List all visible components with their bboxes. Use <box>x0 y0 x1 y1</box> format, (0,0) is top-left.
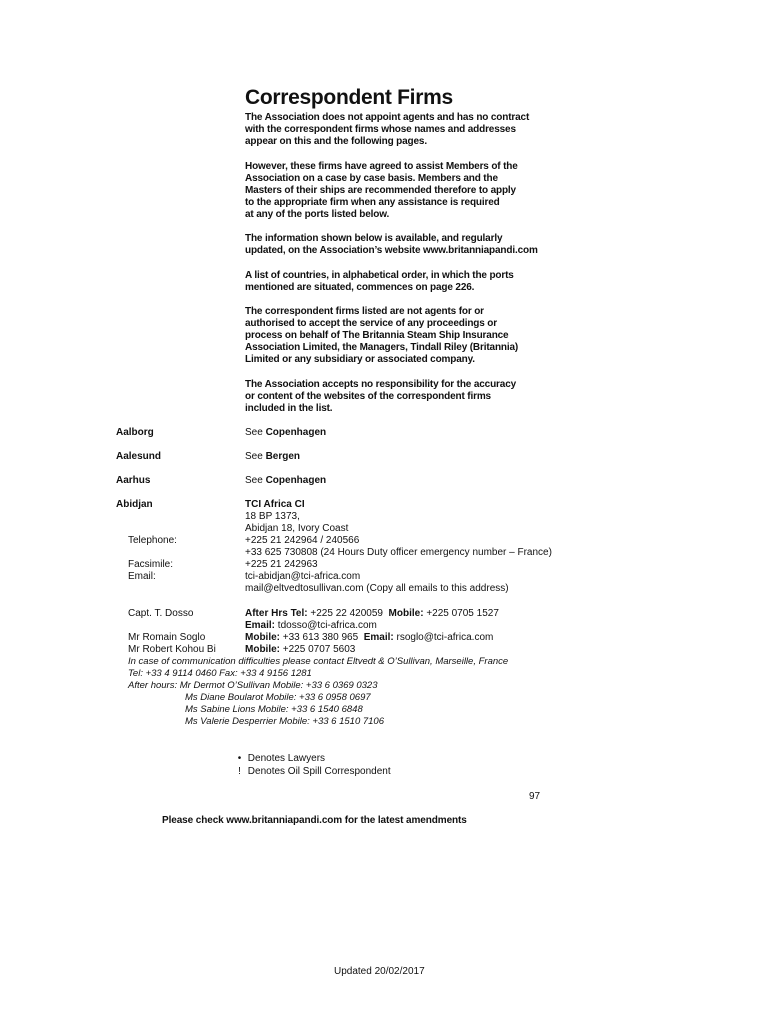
intro-text <box>245 112 575 427</box>
intro-line: A list of countries, in alphabetical order, in which the ports <box>245 269 514 281</box>
afterhrs-value: +225 22 420059 <box>310 608 383 619</box>
email-label: Email: <box>245 620 276 631</box>
intro-line: The Association accepts no responsibility for the accuracy <box>245 378 517 390</box>
exclamation-icon: ! <box>238 766 241 777</box>
address-line-2: Abidjan 18, Ivory Coast <box>245 523 349 534</box>
email-label: Email: <box>128 571 156 582</box>
note-line-6: Ms Valerie Desperrier Mobile: +33 6 1510 7106 <box>185 716 384 727</box>
intro-line: authorised to accept the service of any proceedings or <box>245 318 497 329</box>
see-reference-aarhus <box>245 475 326 486</box>
telephone-label: Telephone: <box>128 535 177 546</box>
note-line-4: Ms Diane Boularot Mobile: +33 6 0958 0697 <box>185 692 371 703</box>
intro-paragraph-5 <box>245 306 575 366</box>
intro-line: updated, on the Association’s website www.britanniapandi.com <box>245 245 538 256</box>
intro-line: Masters of their ships are recommended therefore to apply <box>245 184 516 196</box>
legend-text: Denotes Oil Spill Correspondent <box>247 766 391 777</box>
email-value: rsoglo@tci-africa.com <box>396 632 494 643</box>
intro-line: with the correspondent firms whose names and addresses <box>245 124 516 135</box>
port-name-aalesund: Aalesund <box>116 451 162 462</box>
email-label: Email: <box>363 632 394 643</box>
note-line-2: Tel: +33 4 9114 0460 Fax: +33 4 9156 1281 <box>128 668 312 679</box>
intro-line: Association Limited, the Managers, Tindall Riley (Britannia) <box>245 342 519 353</box>
facsimile-value: +225 21 242963 <box>245 559 318 570</box>
afterhrs-label: After Hrs Tel: <box>245 608 308 619</box>
firm-name: TCI Africa CI <box>245 499 305 510</box>
note-line-3: After hours: Mr Dermot O’Sullivan Mobile: +33 6 0369 0323 <box>128 680 378 691</box>
note-line-5: Ms Sabine Lions Mobile: +33 6 1540 6848 <box>185 704 363 715</box>
intro-line: included in the list. <box>245 402 333 414</box>
mobile-value: +225 0707 5603 <box>282 644 356 655</box>
contact-name-soglo: Mr Romain Soglo <box>128 632 206 643</box>
intro-line: process on behalf of The Britannia Steam Ship Insurance <box>245 330 509 341</box>
see-target: Copenhagen <box>265 427 327 438</box>
port-name-abidjan: Abidjan <box>116 499 153 510</box>
email-2: mail@eltvedtosullivan.com (Copy all emails to this address) <box>245 583 509 594</box>
facsimile-label: Facsimile: <box>128 559 174 570</box>
see-target: Bergen <box>265 451 301 462</box>
contact-details-dosso <box>245 608 499 619</box>
intro-line: Association on a case by case basis. Members and the <box>245 172 498 184</box>
see-word: See <box>245 475 263 486</box>
updated-date: Updated 20/02/2017 <box>334 966 425 977</box>
telephone-1: +225 21 242964 / 240566 <box>245 535 360 546</box>
intro-line: The Association does not appoint agents and has no contract <box>245 112 530 123</box>
legend-text: Denotes Lawyers <box>247 753 326 764</box>
see-word: See <box>245 427 263 438</box>
address-line-1: 18 BP 1373, <box>245 511 300 522</box>
intro-paragraph-6 <box>245 379 575 415</box>
port-name-aalborg: Aalborg <box>116 427 154 438</box>
intro-line: appear on this and the following pages. <box>245 136 427 147</box>
see-reference-aalesund <box>245 451 300 462</box>
intro-line: at any of the ports listed below. <box>245 208 390 220</box>
legend-lawyers <box>234 753 325 764</box>
telephone-2: +33 625 730808 (24 Hours Duty officer emergency number – France) <box>245 547 552 558</box>
contact-email-dosso <box>245 620 377 631</box>
page-number: 97 <box>529 791 541 802</box>
bullet-icon: • <box>237 753 242 764</box>
intro-line: Limited or any subsidiary or associated company. <box>245 354 475 365</box>
page-title: Correspondent Firms <box>245 86 453 109</box>
intro-paragraph-4 <box>245 270 575 294</box>
note-line-1: In case of communication difficulties please contact Eltvedt & O’Sullivan, Marseille, France <box>128 656 509 667</box>
contact-details-kohou <box>245 644 355 655</box>
email-1: tci-abidjan@tci-africa.com <box>245 571 361 582</box>
mobile-value: +33 613 380 965 <box>282 632 359 643</box>
mobile-label: Mobile: <box>388 608 424 619</box>
footer-notice: Please check www.britanniapandi.com for the latest amendments <box>162 815 467 826</box>
legend-oil-spill <box>234 766 391 777</box>
intro-paragraph-2 <box>245 161 575 221</box>
intro-paragraph-1 <box>245 112 575 148</box>
see-word: See <box>245 451 263 462</box>
email-value: tdosso@tci-africa.com <box>277 620 377 631</box>
mobile-value: +225 0705 1527 <box>426 608 499 619</box>
see-target: Copenhagen <box>265 475 327 486</box>
intro-paragraph-3 <box>245 233 575 257</box>
contact-name-kohou: Mr Robert Kohou Bi <box>128 644 216 655</box>
see-reference-aalborg <box>245 427 326 438</box>
mobile-label: Mobile: <box>245 644 280 655</box>
intro-line: or content of the websites of the correspondent firms <box>245 390 491 402</box>
intro-line: to the appropriate firm when any assistance is required <box>245 196 500 208</box>
intro-line: The information shown below is available, and regularly <box>245 233 503 244</box>
contact-name-dosso: Capt. T. Dosso <box>128 608 194 619</box>
port-name-aarhus: Aarhus <box>116 475 151 486</box>
intro-line: The correspondent firms listed are not agents for or <box>245 306 484 317</box>
contact-details-soglo <box>245 632 493 643</box>
mobile-label: Mobile: <box>245 632 280 643</box>
intro-line: However, these firms have agreed to assist Members of the <box>245 160 518 172</box>
intro-line: mentioned are situated, commences on page 226. <box>245 281 475 293</box>
